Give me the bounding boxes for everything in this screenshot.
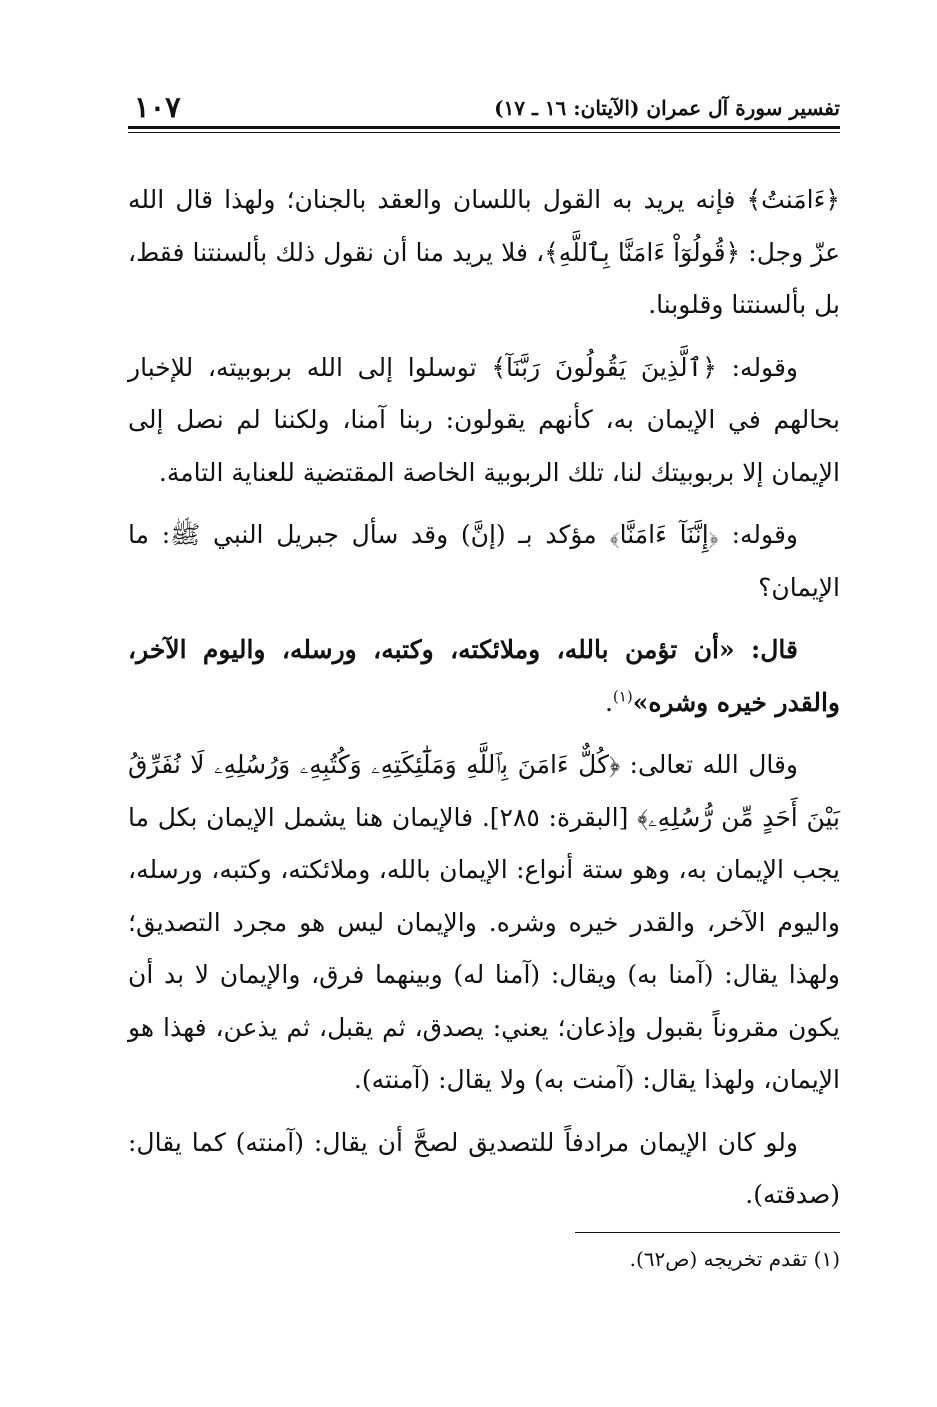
paragraph-6: ولو كان الإيمان مرادفاً للتصديق لصحَّ أن يقال: (آمنته) كما يقال: (صدقته). xyxy=(128,1127,840,1209)
hadith-text: قال: «أن تؤمن بالله، وملائكته، وكتبه، ورسله، واليوم الآخر، والقدر خيره وشره» xyxy=(128,635,840,717)
paragraph-5: وقال الله تعالى: ﴿كُلٌّ ءَامَنَ بِٱللَّهِ وَمَلَٰٓئِكَتِهِۦ وَكُتُبِهِۦ وَرُسُلِهِۦ لَا نُفَرِّقُ بَيْنَ أَحَدٍ مِّن رُّسُلِهِۦ﴾ [البقرة: ٢٨٥]. فالإيمان هنا يشمل الإيمان بكل ما يجب الإيمان به، وهو ستة أنواع: الإيمان بالله، وملائكته، وكتبه، ورسله، واليوم الآخر، والقدر خيره وشره. والإيمان ليس هو مجرد التصديق؛ ولهذا يقال: (آمنا به) ويقال: (آمنا له) وبينهما فرق، والإيمان لا بد أن يكون مقروناً بقبول وإذعان؛ يعني: يصدق، ثم يقبل، ثم يذعن، فهذا هو الإيمان، ولهذا يقال: (آمنت به) ولا يقال: (آمنته). xyxy=(128,750,840,1094)
footnote-separator xyxy=(575,1232,840,1233)
book-page xyxy=(128,86,840,1346)
footnote-marker: (١) xyxy=(813,1246,840,1271)
footnote xyxy=(128,1247,840,1271)
page-header xyxy=(128,86,840,128)
paragraph-3: وقوله: ﴿إِنَّنَآ ءَامَنَّا﴾ مؤكد بـ (إنَّ) وقد سأل جبريل النبي ﷺ: ما الإيمان؟ xyxy=(128,520,840,602)
header-rule xyxy=(128,126,840,129)
footnote-text: تقدم تخريجه (ص٦٢). xyxy=(629,1246,808,1271)
header-rule-thin xyxy=(128,132,840,133)
page-number: ١٠٧ xyxy=(134,90,181,124)
body-text xyxy=(128,174,840,1222)
hadith-tail: . xyxy=(604,687,613,717)
paragraph-2: وقوله: ﴿ٱلَّذِينَ يَقُولُونَ رَبَّنَآ﴾ توسلوا إلى الله بربوبيته، للإخبار بحالهم في الإيمان به، كأنهم يقولون: ربنا آمنا، ولكننا لم نصل إلى الإيمان إلا بربوبيتك لنا، تلك الربوبية الخاصة المقتضية للعناية التامة. xyxy=(128,352,840,487)
running-title: تفسير سورة آل عمران (الآيتان: ١٦ ـ ١٧) xyxy=(494,96,840,120)
footnote-reference: (١) xyxy=(612,687,633,706)
paragraph-4-hadith xyxy=(128,624,840,729)
paragraph-1: ﴿ءَامَنتُ﴾ فإنه يريد به القول باللسان والعقد بالجنان؛ ولهذا قال الله عزّ وجل: ﴿قُولُوٓاْ ءَامَنَّا بِٱللَّهِ﴾، فلا يريد منا أن نقول ذلك بألسنتنا فقط، بل بألسنتنا وقلوبنا. xyxy=(128,185,840,319)
